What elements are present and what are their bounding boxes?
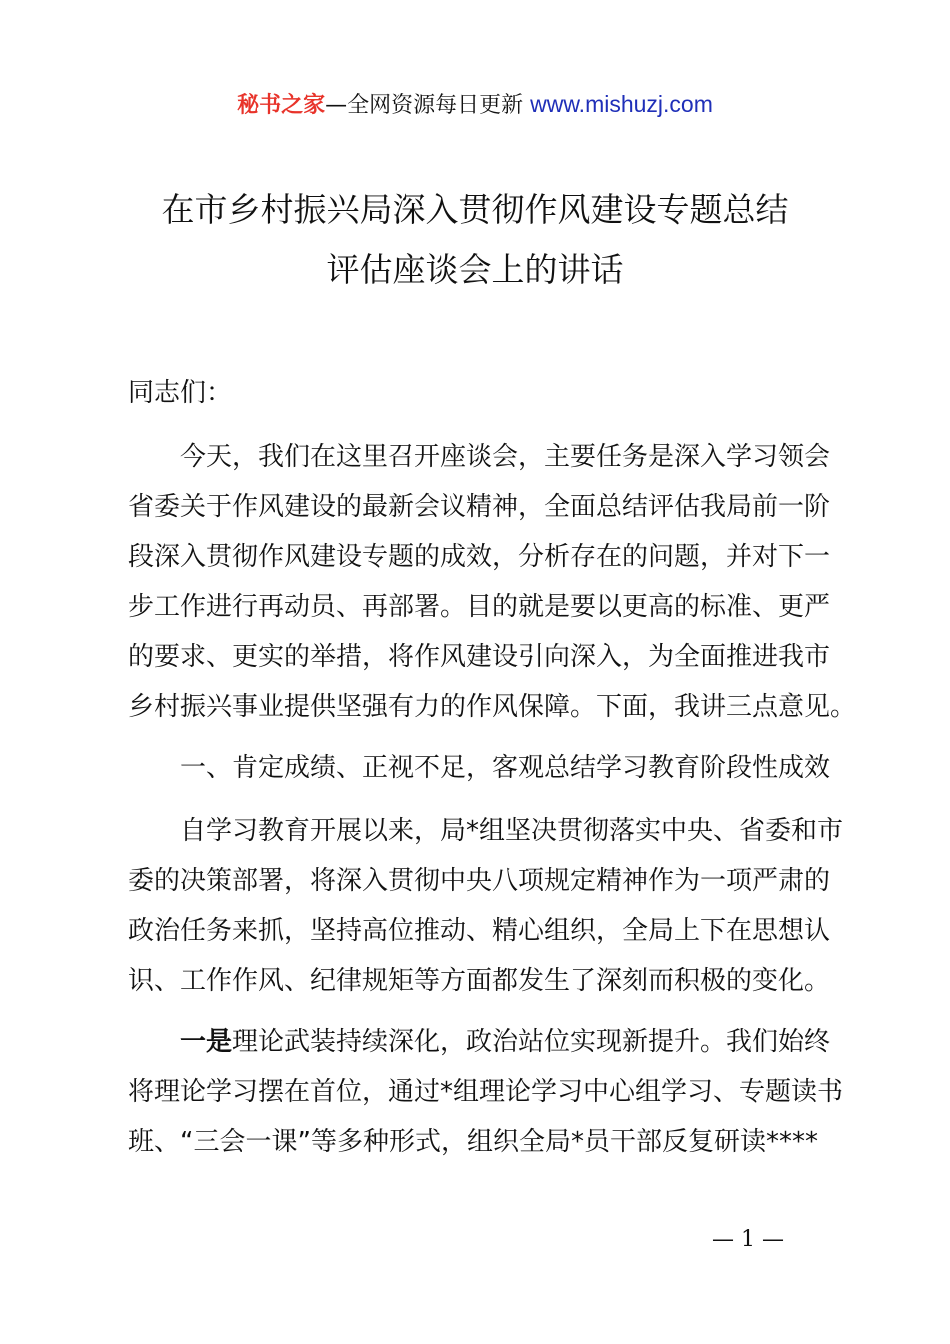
title-line-1: 在市乡村振兴局深入贯彻作风建设专题总结 [161, 190, 789, 229]
paragraph-line: 委的决策部署，将深入贯彻中央八项规定精神作为一项严肃的 [128, 866, 831, 896]
page-number: — 1 — [712, 1227, 784, 1252]
title-line-2: 评估座谈会上的讲话 [326, 250, 624, 289]
paragraph-2 [128, 806, 844, 1006]
document-title [110, 180, 840, 300]
paragraph-line: 步工作进行再动员、再部署。目的就是要以更高的标准、更严 [128, 592, 831, 622]
point-text: 理论武装持续深化，政治站位实现新提升。我们始终 [232, 1027, 831, 1057]
paragraph-line: 省委关于作风建设的最新会议精神，全面总结评估我局前一阶 [128, 492, 831, 522]
paragraph-line: 政治任务来抓，坚持高位推动、精心组织，全局上下在思想认 [128, 916, 831, 946]
site-url-link[interactable]: www.mishuzj.com [530, 91, 713, 117]
brand-name: 秘书之家 [237, 93, 326, 118]
paragraph-line: 班、“三会一课”等多种形式，组织全局*员干部反复研读**** [128, 1127, 818, 1157]
paragraph-line: 段深入贯彻作风建设专题的成效，分析存在的问题，并对下一 [128, 542, 831, 572]
paragraph-line: 识、工作作风、纪律规矩等方面都发生了深刻而积极的变化。 [128, 966, 831, 996]
section-heading-text: 一、肯定成绩、正视不足，客观总结学习教育阶段性成效 [180, 753, 831, 783]
paragraph-line: 自学习教育开展以来，局*组坚决贯彻落实中央、省委和市 [180, 816, 844, 846]
point-lead: 一是 [180, 1027, 233, 1057]
salutation [128, 368, 838, 418]
site-header [0, 86, 950, 124]
paragraph-line: 将理论学习摆在首位，通过*组理论学习中心组学习、专题读书 [128, 1077, 844, 1107]
paragraph-line: 乡村振兴事业提供坚强有力的作风保障。下面，我讲三点意见。 [128, 692, 857, 722]
paragraph-line: 的要求、更实的举措，将作风建设引向深入，为全面推进我市 [128, 642, 831, 672]
paragraph-1 [128, 432, 857, 732]
paragraph-line: 今天，我们在这里召开座谈会，主要任务是深入学习领会 [180, 442, 831, 472]
header-tagline: —全网资源每日更新 [325, 93, 531, 118]
salutation-text: 同志们： [128, 378, 233, 408]
section-heading-1 [128, 743, 838, 793]
paragraph-3 [128, 1017, 844, 1167]
paragraph-line [128, 1017, 838, 1067]
